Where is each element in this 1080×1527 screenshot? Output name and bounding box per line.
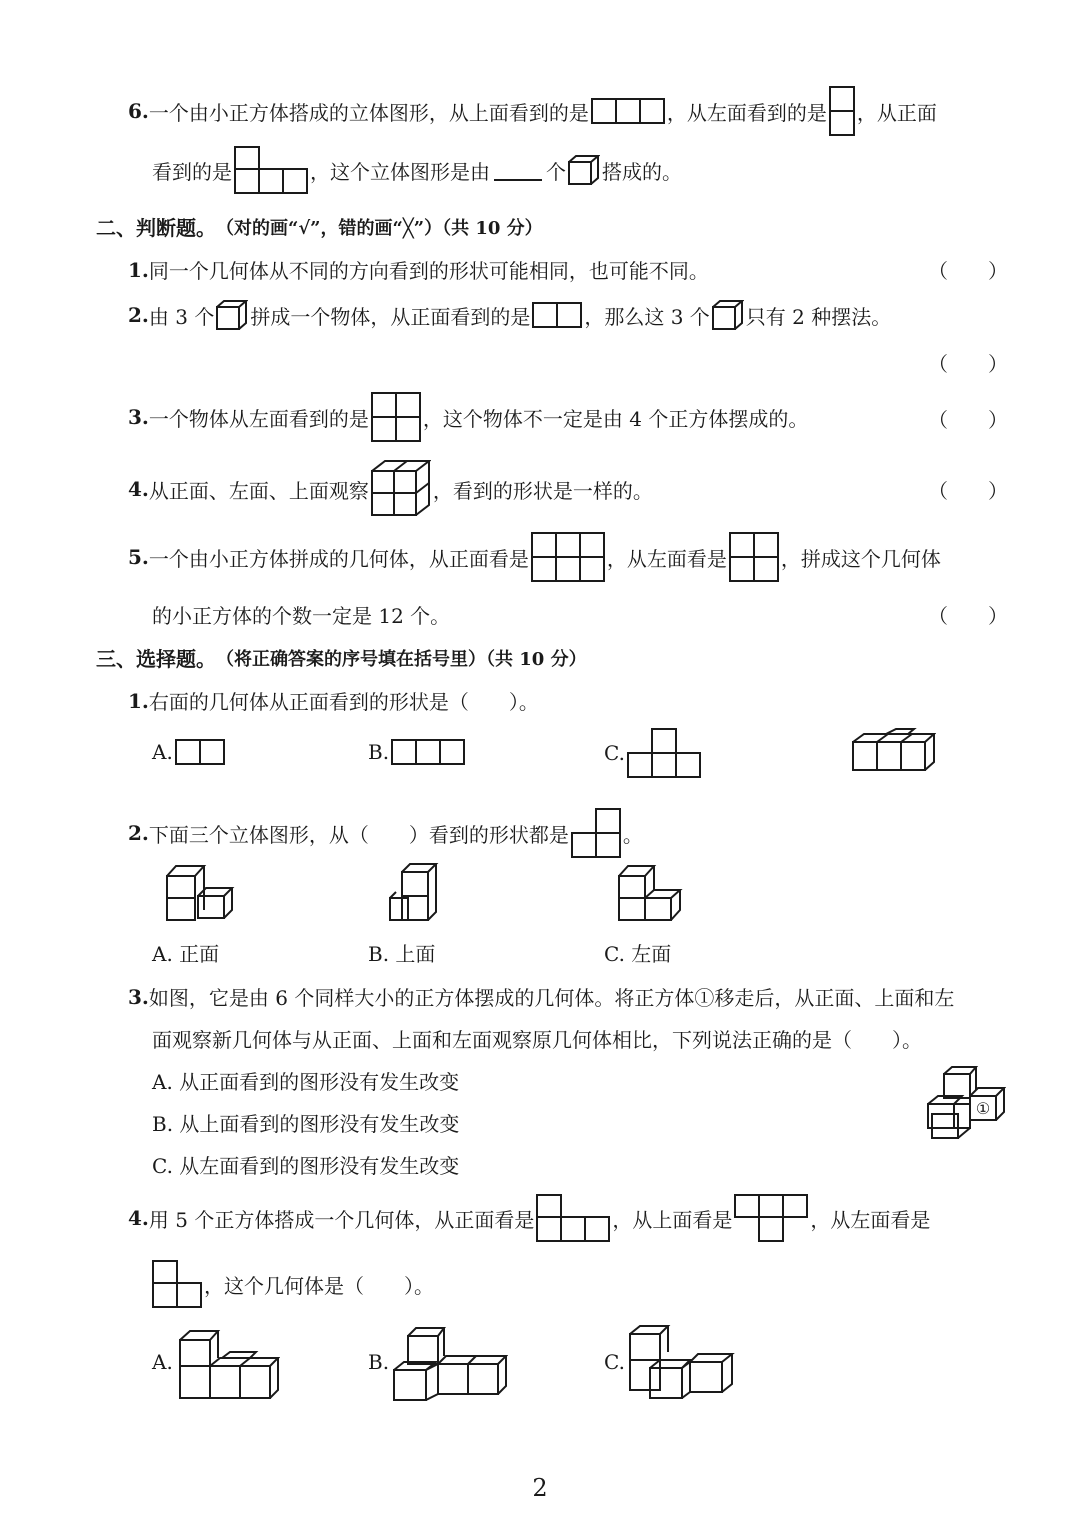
q-text: 个 <box>546 159 566 184</box>
q-text: 的小正方体的个数一定是 12 个。 <box>152 604 451 628</box>
mc-q2-option-a[interactable]: A. 正面 <box>152 942 220 966</box>
q-text: ，拼成这个几何体 <box>780 546 941 571</box>
q1-solid-figure <box>852 728 936 772</box>
tf-q2 <box>128 300 891 330</box>
q-text: ，这个物体不一定是由 4 个正方体摆成的。 <box>422 406 809 431</box>
q-text: 。 <box>622 822 643 847</box>
q-text: ，从正面 <box>856 100 937 125</box>
q-text: ，从左面看到的是 <box>666 100 827 125</box>
q-text: ，从上面看是 <box>612 1207 733 1232</box>
q-text: 同一个几何体从不同的方向看到的形状可能相同，也可能不同。 <box>148 259 709 283</box>
option-label: B. <box>368 740 390 764</box>
q-text: 搭成的。 <box>602 159 682 184</box>
front-view-icon <box>234 146 308 194</box>
q-number: 5. <box>128 545 149 569</box>
option-label: C. <box>604 741 625 765</box>
tf-q1 <box>128 255 709 284</box>
q-text: ，从左面看是 <box>606 546 727 571</box>
option-label: B. <box>368 1350 390 1374</box>
q2-solid-b <box>386 862 450 922</box>
l-shape-icon <box>571 808 621 858</box>
left-view-l-icon <box>152 1260 202 1308</box>
mc-q3-option-b[interactable]: B. 从上面看到的图形没有发生改变 <box>152 1112 460 1136</box>
mc-q2 <box>128 808 643 858</box>
q-text: 右面的几何体从正面看到的形状是（ ）。 <box>148 690 539 714</box>
q4-solid-c <box>628 1324 740 1400</box>
grid-2x2-icon <box>371 392 421 442</box>
q1-6-line1 <box>128 86 937 136</box>
q-text: ，从左面看是 <box>810 1207 931 1232</box>
mc-q2-option-b[interactable]: B. 上面 <box>368 942 436 966</box>
tf-q4 <box>128 460 653 518</box>
section-title: 三、选择题。 <box>96 647 216 671</box>
answer-paren[interactable]: （ ） <box>928 259 1008 283</box>
q3-solid-figure <box>918 1066 1006 1140</box>
q-number: 2. <box>128 821 149 845</box>
option-label: A. <box>152 1350 173 1374</box>
q-text: ，那么这 3 个 <box>584 304 710 329</box>
q1-6-line2 <box>152 146 682 194</box>
q2-solid-c <box>618 862 690 922</box>
cube-icon <box>568 155 600 185</box>
q-text: 从正面、左面、上面观察 <box>148 478 369 503</box>
cube-marker: ① <box>975 1099 991 1118</box>
mc-q1-option-b[interactable] <box>368 739 467 765</box>
q-text: 看到的是 <box>152 159 232 184</box>
answer-paren[interactable]: （ ） <box>928 352 1008 376</box>
top-view-t-icon <box>734 1194 808 1242</box>
q-text: 下面三个立体图形，从（ ）看到的形状都是 <box>148 822 569 847</box>
mc-q4-option-b[interactable] <box>368 1350 389 1374</box>
mc-q1 <box>128 686 539 715</box>
cube-icon <box>216 300 248 330</box>
top-view-icon <box>591 98 665 124</box>
q-text: 只有 2 种摆法。 <box>745 304 892 329</box>
q-text: 由 3 个 <box>148 304 215 329</box>
left-view-icon <box>829 86 855 136</box>
two-square-icon <box>532 302 582 328</box>
mc-q4-option-a[interactable] <box>152 1350 173 1374</box>
grid-2x2-icon <box>729 532 779 582</box>
q-text: ，这个立体图形是由 <box>310 159 490 184</box>
q-text: 一个物体从左面看到的是 <box>148 406 369 431</box>
grid-3x2-icon <box>531 532 605 582</box>
t-shape-icon <box>627 728 701 778</box>
q-text: 如图，它是由 6 个同样大小的正方体摆成的几何体。将正方体①移走后，从正面、上面和左 <box>148 986 955 1010</box>
q-number: 1. <box>128 688 149 713</box>
two-square-icon <box>175 739 225 765</box>
mc-q3-line2: 面观察新几何体与从正面、上面和左面观察原几何体相比，下列说法正确的是（ ）。 <box>152 1028 922 1052</box>
q-text: 拼成一个物体，从正面看到的是 <box>250 304 531 329</box>
q-number: 2. <box>128 303 149 327</box>
q-text: ，看到的形状是一样的。 <box>432 478 653 503</box>
three-square-icon <box>391 739 465 765</box>
front-view-icon <box>536 1194 610 1242</box>
mc-q4-line1 <box>128 1194 930 1242</box>
q-number: 4. <box>128 1206 149 1230</box>
cube-stack-icon <box>371 460 431 518</box>
answer-paren[interactable]: （ ） <box>928 479 1008 503</box>
q4-solid-a <box>178 1328 280 1400</box>
mc-q3-option-a[interactable]: A. 从正面看到的图形没有发生改变 <box>152 1070 460 1094</box>
mc-q4-line2 <box>150 1260 434 1308</box>
answer-blank[interactable] <box>494 159 542 181</box>
option-label: A. <box>152 740 173 764</box>
mc-q1-option-c[interactable] <box>604 728 703 778</box>
section-note: （将正确答案的序号填在括号里）（共 10 分） <box>216 648 587 670</box>
option-label: C. <box>604 1350 625 1374</box>
q-text: 用 5 个正方体搭成一个几何体，从正面看是 <box>148 1207 535 1232</box>
tf-q5-line2 <box>152 600 450 629</box>
mc-q3-option-c[interactable]: C. 从左面看到的图形没有发生改变 <box>152 1154 460 1178</box>
tf-q5-line1 <box>128 532 941 582</box>
answer-paren[interactable]: （ ） <box>928 604 1008 628</box>
page-number: 2 <box>532 1474 548 1502</box>
mc-q4-option-c[interactable] <box>604 1350 625 1374</box>
q-text: ，这个几何体是（ ）。 <box>204 1273 434 1298</box>
section-note: （对的画“√”，错的画“╳”）（共 10 分） <box>216 217 543 239</box>
q-number: 4. <box>128 477 149 501</box>
answer-paren[interactable]: （ ） <box>928 408 1008 432</box>
mc-q2-option-c[interactable]: C. 左面 <box>604 942 672 966</box>
tf-q3 <box>128 392 808 442</box>
q4-solid-b <box>392 1326 508 1402</box>
q-number: 1. <box>128 257 149 282</box>
q-number: 6. <box>128 99 149 123</box>
q-number: 3. <box>128 984 149 1009</box>
mc-q3-line1 <box>128 982 954 1011</box>
cube-icon <box>712 300 744 330</box>
section-title: 二、判断题。 <box>96 216 216 240</box>
q-text: 一个由小正方体搭成的立体图形，从上面看到的是 <box>148 100 589 125</box>
q2-solid-a <box>166 862 238 922</box>
q-number: 3. <box>128 405 149 429</box>
section2-heading <box>96 212 543 241</box>
section3-heading <box>96 643 587 672</box>
q-text: 一个由小正方体拼成的几何体，从正面看是 <box>148 546 529 571</box>
mc-q1-option-a[interactable] <box>152 739 227 765</box>
